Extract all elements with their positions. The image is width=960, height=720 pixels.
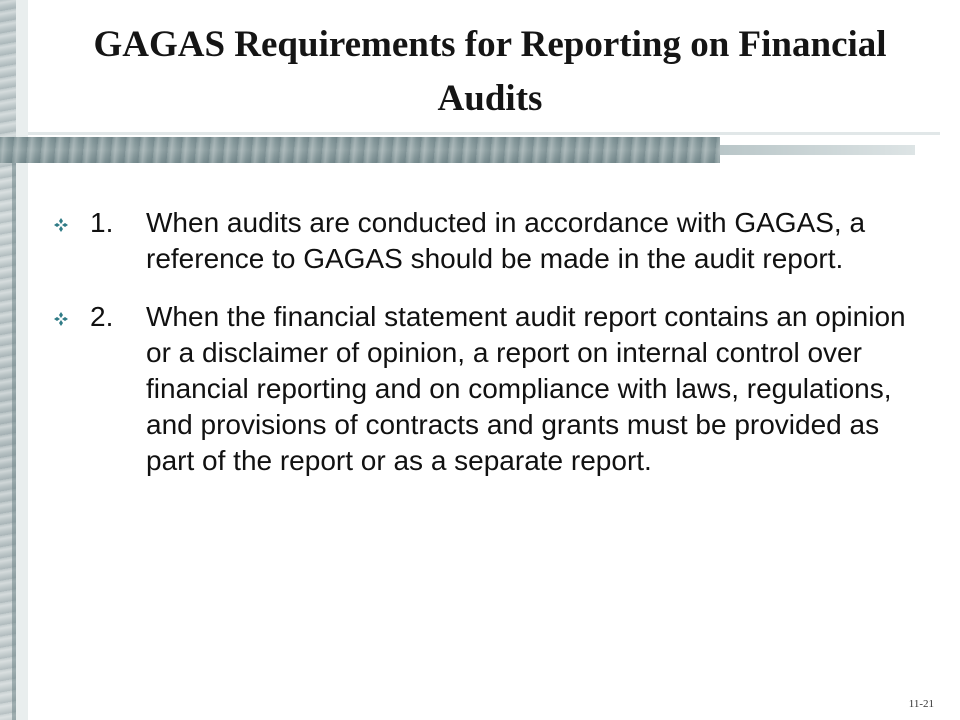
slide-content xyxy=(48,205,928,501)
page-number: 11-21 xyxy=(908,698,934,710)
bullet-icon xyxy=(54,218,68,232)
left-strip-gap xyxy=(16,0,28,720)
item-text: When audits are conducted in accordance with GAGAS, a reference to GAGAS should be made in the audit report. xyxy=(146,207,866,274)
item-number: 1. xyxy=(90,207,114,238)
title-band-dark xyxy=(0,137,720,163)
title-band-thin xyxy=(28,132,940,135)
item-number: 2. xyxy=(90,301,114,332)
item-text: When the financial statement audit report contains an opinion or a disclaimer of opinion, a report on internal control over financial reporting and on compliance with laws, regulations, and provisions of contracts and grants must be provided as part of the report or as a separate report. xyxy=(146,301,906,476)
title-band-light xyxy=(720,145,915,155)
left-strip-edge xyxy=(12,150,16,720)
title-area xyxy=(40,18,940,126)
list-item xyxy=(48,205,928,277)
list-item xyxy=(48,299,928,479)
bullet-icon xyxy=(54,312,68,326)
slide-title: GAGAS Requirements for Reporting on Financial Audits xyxy=(93,24,887,119)
